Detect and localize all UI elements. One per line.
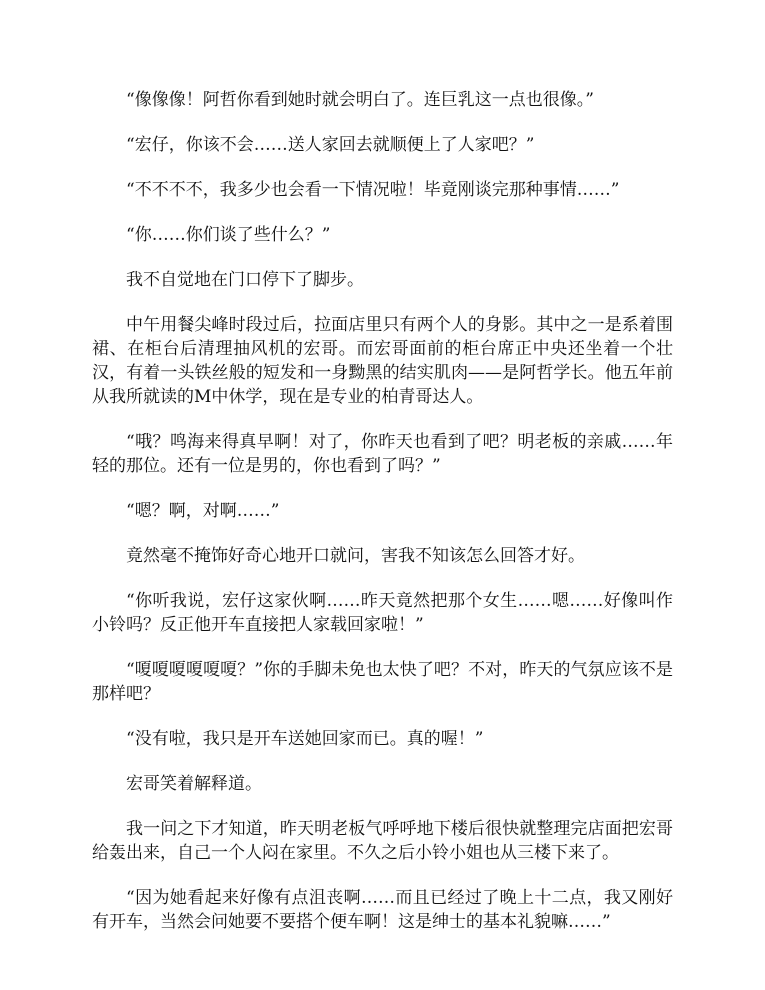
paragraph: “嗄嗄嗄嗄嗄嗄？”你的手脚未免也太快了吧？不对，昨天的气氛应该不是那样吧？ [92, 660, 673, 704]
paragraph: “不不不不，我多少也会看一下情况啦！毕竟刚谈完那种事情……” [126, 180, 620, 200]
paragraph: “宏仔，你该不会……送人家回去就顺便上了人家吧？” [126, 135, 535, 155]
paragraph: “像像像！阿哲你看到她时就会明白了。连巨乳这一点也很像。” [126, 90, 594, 110]
paragraph: 我一问之下才知道，昨天明老板气呼呼地下楼后很快就整理完店面把宏哥给轰出来，自己一个人闷在家里。不久之后小铃小姐也从三楼下来了。 [92, 819, 673, 863]
paragraph: 竟然毫不掩饰好奇心地开口就问，害我不知该怎么回答才好。 [126, 546, 585, 566]
paragraph: “你听我说，宏仔这家伙啊……昨天竟然把那个女生……嗯……好像叫作小铃吗？反正他开车直接把人家载回家啦！” [92, 591, 673, 635]
paragraph: “没有啦，我只是开车送她回家而已。真的喔！” [126, 729, 484, 749]
paragraph: 我不自觉地在门口停下了脚步。 [126, 270, 364, 290]
paragraph: “哦？鸣海来得真早啊！对了，你昨天也看到了吧？明老板的亲戚……年轻的那位。还有一位是男的，你也看到了吗？” [92, 432, 673, 476]
paragraph: 中午用餐尖峰时段过后，拉面店里只有两个人的身影。其中之一是系着围裙、在柜台后清理抽风机的宏哥。而宏哥面前的柜台席正中央还坐着一个壮汉，有着一头铁丝般的短发和一身黝黑的结实肌肉——是阿哲学长。他五年前从我所就读的M中休学，现在是专业的柏青哥达人。 [92, 315, 673, 407]
paragraph: “因为她看起来好像有点沮丧啊……而且已经过了晚上十二点，我又刚好有开车，当然会问她要不要搭个便车啊！这是绅士的基本礼貌嘛……” [92, 888, 673, 932]
paragraph: “你……你们谈了些什么？” [126, 225, 331, 245]
paragraph: “嗯？啊，对啊……” [126, 501, 280, 521]
paragraph: 宏哥笑着解释道。 [126, 774, 262, 794]
